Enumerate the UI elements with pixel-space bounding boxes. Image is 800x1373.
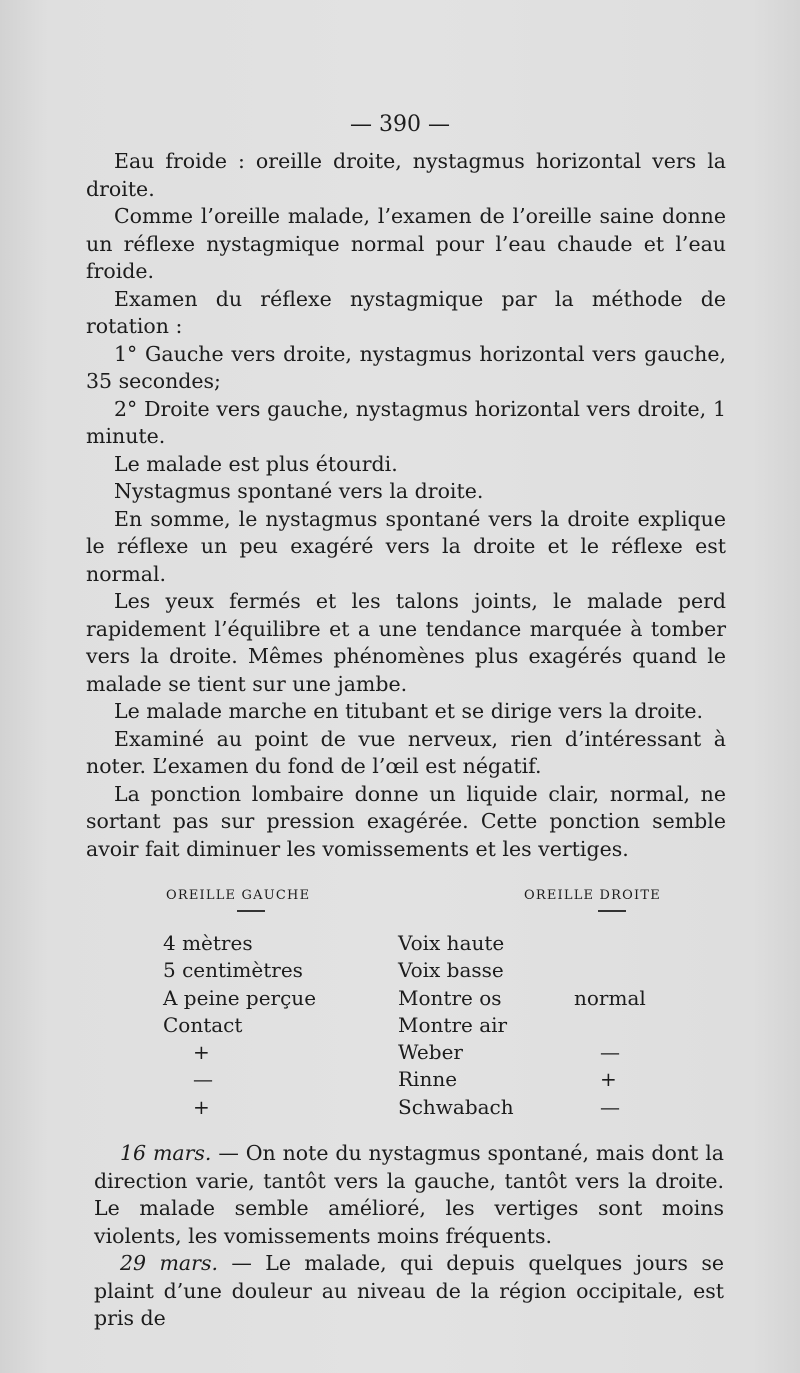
- left-ear-value: Contact: [163, 1012, 243, 1037]
- test-name: Montre os: [398, 985, 502, 1010]
- header-divider-right: [598, 910, 626, 912]
- paragraph: Le malade marche en titubant et se dirige vers la droite.: [114, 699, 704, 723]
- hearing-table: [0, 930, 800, 1121]
- test-name: Rinne: [398, 1067, 458, 1092]
- note-text: — Le malade, qui depuis quelques jours se plaint d’une douleur au niveau de la région occipitale, est pris de: [94, 1251, 724, 1330]
- header-divider-left: [237, 910, 265, 912]
- paragraph: 2° Droite vers gauche, nystagmus horizontal vers droite, 1 minute.: [86, 396, 726, 448]
- test-name: Schwabach: [398, 1094, 514, 1119]
- paragraph: Examiné au point de vue nerveux, rien d’intéressant à noter. L’examen du fond de l’œil est négatif.: [86, 726, 726, 778]
- note-text: — On note du nystagmus spontané, mais dont la direction varie, tantôt vers la gauche, tantôt vers la droite. Le malade semble amélioré, les vertiges sont moins violents, les vomissements moins fréquents.: [94, 1141, 724, 1248]
- test-name: Voix basse: [398, 958, 504, 983]
- paragraph: En somme, le nystagmus spontané vers la droite explique le réflexe un peu exagéré vers la droite et le réflexe est normal.: [86, 506, 726, 586]
- paragraph: Le malade est plus étourdi.: [114, 451, 398, 476]
- right-ear-value: —: [600, 1094, 620, 1119]
- table-row: [0, 1039, 800, 1066]
- right-ear-value: +: [600, 1067, 617, 1092]
- left-ear-value: A peine perçue: [163, 985, 317, 1010]
- paragraph: Comme l’oreille malade, l’examen de l’oreille saine donne un réflexe nystagmique normal pour l’eau chaude et l’eau froide.: [86, 204, 726, 283]
- note-paragraph: [94, 1140, 724, 1250]
- test-name: Voix haute: [398, 931, 505, 955]
- note-date: 16 mars.: [120, 1141, 212, 1165]
- right-ear-value: —: [600, 1040, 620, 1065]
- table-row: [0, 1066, 800, 1093]
- paragraph: Eau froide : oreille droite, nystagmus horizontal vers la droite.: [86, 149, 726, 201]
- table-row: [0, 1094, 800, 1121]
- paragraph: Les yeux fermés et les talons joints, le malade perd rapidement l’équilibre et a une tendance marquée à tomber vers la droite. Mêmes phénomènes plus exagérés quand le malade se tient sur une jambe.: [86, 589, 726, 696]
- test-name: Weber: [398, 1040, 463, 1065]
- paragraph: Examen du réflexe nystagmique par la méthode de rotation :: [86, 286, 726, 338]
- left-ear-value: 5 centimètres: [163, 958, 303, 983]
- page-number: — 390 —: [350, 112, 450, 137]
- header-left-ear: OREILLE GAUCHE: [166, 888, 311, 903]
- dated-notes: [94, 1140, 724, 1333]
- table-row: [0, 1012, 800, 1039]
- paragraph: Nystagmus spontané vers la droite.: [114, 479, 484, 503]
- paragraph: 1° Gauche vers droite, nystagmus horizontal vers gauche, 35 secondes;: [86, 341, 726, 393]
- test-name: Montre air: [398, 1012, 508, 1037]
- note-paragraph: [94, 1250, 724, 1333]
- left-ear-value: —: [193, 1067, 213, 1092]
- right-ear-value: normal: [574, 985, 646, 1010]
- note-date: 29 mars.: [120, 1251, 218, 1275]
- paragraph: La ponction lombaire donne un liquide clair, normal, ne sortant pas sur pression exagérée. Cette ponction semble avoir fait diminuer les vomissements et les vertiges.: [86, 781, 726, 861]
- table-row: [0, 930, 800, 957]
- body-text: [86, 148, 726, 863]
- left-ear-value: +: [193, 1040, 210, 1065]
- left-ear-value: 4 mètres: [163, 931, 253, 955]
- header-right-ear: OREILLE DROITE: [524, 888, 661, 903]
- left-ear-value: +: [193, 1094, 210, 1119]
- table-row: [0, 985, 800, 1012]
- table-row: [0, 957, 800, 984]
